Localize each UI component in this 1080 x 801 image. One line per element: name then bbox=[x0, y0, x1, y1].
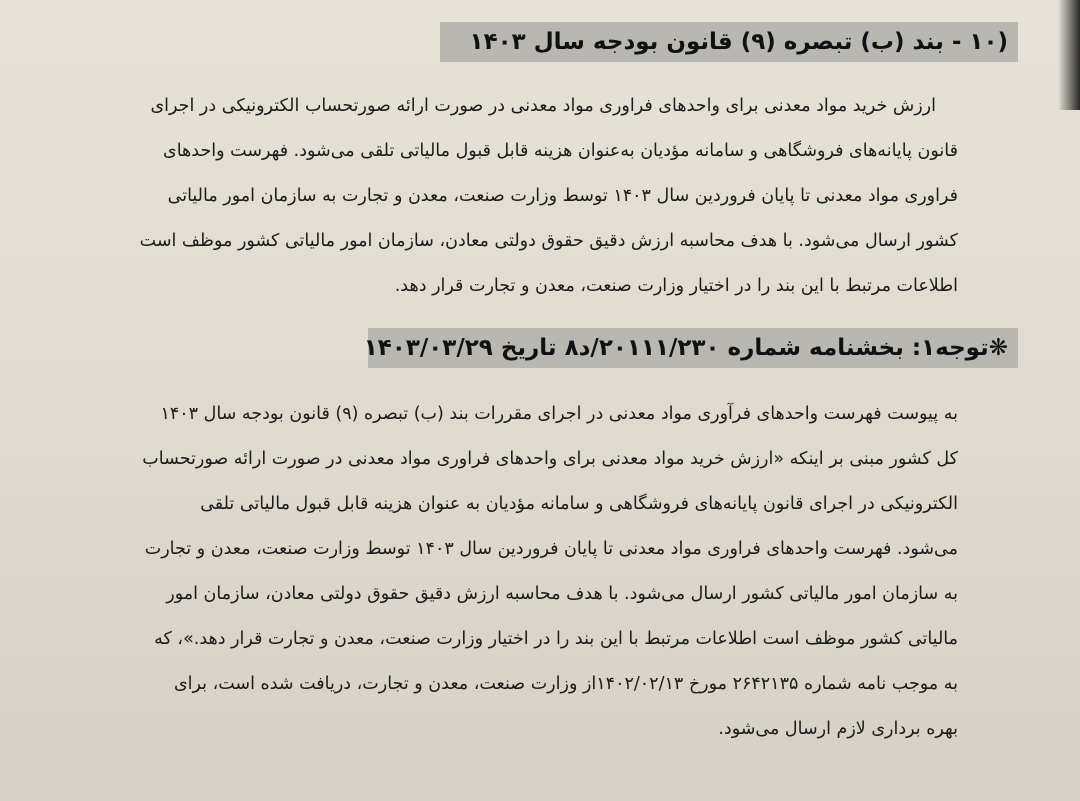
paragraph-2-line: الکترونیکی در اجرای قانون پایانه‌های فروشگاهی و سامانه مؤدیان به عنوان هزینه قابل قبول مالیاتی تلقی bbox=[200, 494, 958, 514]
paragraph-2-line: مالیاتی کشور موظف است اطلاعات مرتبط با این بند را در اختیار وزارت صنعت، معدن و تجارت قرار دهد.»، که bbox=[154, 629, 958, 649]
paragraph-1-line: ارزش خرید مواد معدنی برای واحدهای فراوری مواد معدنی در صورت ارائه صورتحساب الکترونیکی در اجرای bbox=[150, 96, 936, 116]
paragraph-2-line: به سازمان امور مالیاتی کشور ارسال می‌شود. با هدف محاسبه ارزش دقیق حقوق دولتی معادن، سازمان امور bbox=[166, 584, 958, 604]
paragraph-2-line: کل کشور مبنی بر اینکه «ارزش خرید مواد معدنی برای واحدهای فراوری مواد معدنی در صورت ارائه صورتحساب bbox=[142, 449, 958, 469]
paragraph-1-line: قانون پایانه‌های فروشگاهی و سامانه مؤدیان به‌عنوان هزینه قابل قبول مالیاتی تلقی می‌شود. فهرست واحدهای bbox=[163, 141, 958, 161]
paragraph-1-line: فراوری مواد معدنی تا پایان فروردین سال ۱۴۰۳ توسط وزارت صنعت، معدن و تجارت به سازمان امور مالیاتی bbox=[167, 186, 958, 206]
page-edge-shadow bbox=[1058, 0, 1080, 110]
paragraph-1 bbox=[40, 84, 958, 309]
section-heading-2: ❋توجه۱: بخشنامه شماره ۲۰۱۱۱/۲۳۰/د۸ تاریخ ۱۴۰۳/۰۳/۲۹ bbox=[368, 328, 1018, 368]
paragraph-1-line: کشور ارسال می‌شود. با هدف محاسبه ارزش دقیق حقوق دولتی معادن، سازمان امور مالیاتی کشور موظف است bbox=[139, 231, 958, 251]
paragraph-1-line: اطلاعات مرتبط با این بند را در اختیار وزارت صنعت، معدن و تجارت قرار دهد. bbox=[394, 276, 958, 296]
paragraph-2-line: به موجب نامه شماره ۲۶۴۲۱۳۵ مورخ ۱۴۰۲/۰۲/۱۳از وزارت صنعت، معدن و تجارت، دریافت شده است، برای bbox=[173, 674, 958, 694]
paragraph-2-line: به پیوست فهرست واحدهای فرآوری مواد معدنی در اجرای مقررات بند (ب) تبصره (۹) قانون بودجه سال ۱۴۰۳ bbox=[160, 404, 958, 424]
paragraph-2 bbox=[40, 392, 958, 752]
paragraph-2-line: می‌شود. فهرست واحدهای فراوری مواد معدنی تا پایان فروردین سال ۱۴۰۳ توسط وزارت صنعت، معدن و تجارت bbox=[144, 539, 958, 559]
paragraph-2-line: بهره برداری لازم ارسال می‌شود. bbox=[718, 719, 958, 739]
section-heading-1: (۱۰ - بند (ب) تبصره (۹) قانون بودجه سال ۱۴۰۳ bbox=[440, 22, 1018, 62]
